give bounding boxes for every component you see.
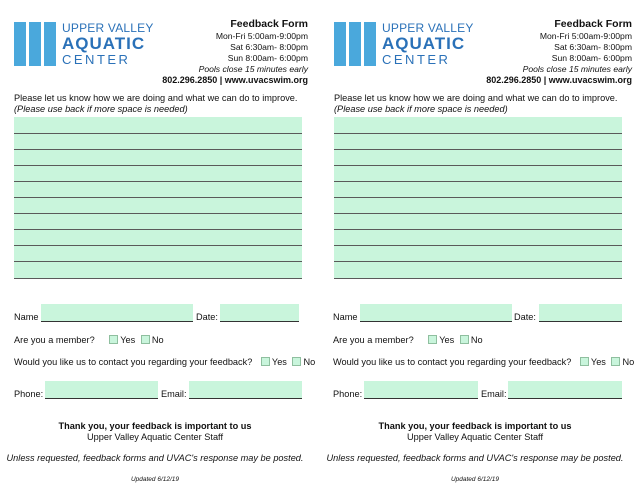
contact-yes-checkbox[interactable] xyxy=(261,357,270,366)
writing-line xyxy=(14,213,302,214)
thanks-block xyxy=(0,421,310,443)
contact-question-text: Would you like us to contact you regarding your feedback? xyxy=(333,357,572,367)
hours-weekday: Mon-Fri 5:00am-9:00pm xyxy=(539,31,632,41)
intro-line: Please let us know how we are doing and what we can do to improve. xyxy=(334,93,618,103)
contact-no-checkbox[interactable] xyxy=(292,357,301,366)
member-question xyxy=(333,335,483,345)
date-field[interactable] xyxy=(220,304,299,322)
member-yes-checkbox[interactable] xyxy=(428,335,437,344)
contact-info: 802.296.2850 | www.uvacswim.org xyxy=(162,75,308,85)
hours-weekday: Mon-Fri 5:00am-9:00pm xyxy=(215,31,308,41)
writing-line xyxy=(14,245,302,246)
member-yes-checkbox[interactable] xyxy=(109,335,118,344)
member-question xyxy=(14,335,164,345)
logo-line-upper-valley: UPPER VALLEY xyxy=(62,21,154,35)
member-no-label: No xyxy=(151,335,164,345)
date-label: Date: xyxy=(196,312,218,322)
updated-date: Updated 6/12/19 xyxy=(450,476,500,483)
name-field[interactable] xyxy=(41,304,193,322)
member-yes-label: Yes xyxy=(439,335,455,345)
logo-line-center: CENTER xyxy=(62,52,131,67)
posted-notice: Unless requested, feedback forms and UVAC's response may be posted. xyxy=(326,453,624,463)
writing-line xyxy=(334,181,622,182)
writing-line xyxy=(334,213,622,214)
writing-line xyxy=(334,278,622,279)
feedback-lines-area[interactable] xyxy=(334,117,622,279)
intro-note: (Please use back if more space is needed) xyxy=(14,104,188,114)
logo-bars-icon xyxy=(334,22,378,66)
logo-line-aquatic: AQUATIC xyxy=(382,34,466,53)
logo-bar xyxy=(14,22,26,66)
uvac-logo xyxy=(334,21,474,67)
intro-line: Please let us know how we are doing and what we can do to improve. xyxy=(14,93,298,103)
contact-question xyxy=(14,357,315,367)
feedback-lines-area[interactable] xyxy=(14,117,302,279)
writing-line xyxy=(334,197,622,198)
member-question-text: Are you a member? xyxy=(333,335,414,345)
header-info xyxy=(162,18,308,86)
phone-label: Phone: xyxy=(333,389,363,399)
intro-text xyxy=(334,93,617,115)
writing-line xyxy=(334,165,622,166)
writing-line xyxy=(14,197,302,198)
contact-yes-label: Yes xyxy=(590,357,606,367)
writing-line xyxy=(14,229,302,230)
writing-line xyxy=(334,229,622,230)
phone-field[interactable] xyxy=(45,381,158,399)
date-label: Date: xyxy=(514,312,536,322)
thanks-text: Thank you, your feedback is important to us xyxy=(58,421,252,431)
name-field[interactable] xyxy=(360,304,512,322)
contact-info: 802.296.2850 | www.uvacswim.org xyxy=(486,75,632,85)
member-question-text: Are you a member? xyxy=(14,335,95,345)
feedback-form-right xyxy=(320,0,640,495)
email-label: Email: xyxy=(161,389,187,399)
member-yes-label: Yes xyxy=(120,335,136,345)
contact-yes-label: Yes xyxy=(271,357,287,367)
uvac-logo xyxy=(14,21,154,67)
thanks-block xyxy=(320,421,630,443)
member-no-checkbox[interactable] xyxy=(460,335,469,344)
logo-bar xyxy=(29,22,41,66)
logo-bar xyxy=(44,22,56,66)
email-label: Email: xyxy=(481,389,507,399)
writing-line xyxy=(14,165,302,166)
writing-line xyxy=(14,278,302,279)
form-title: Feedback Form xyxy=(554,18,632,30)
updated-date: Updated 6/12/19 xyxy=(130,476,180,483)
phone-label: Phone: xyxy=(14,389,44,399)
writing-line xyxy=(14,133,302,134)
contact-no-label: No xyxy=(303,357,316,367)
pools-close-note: Pools close 15 minutes early xyxy=(198,64,308,74)
contact-question xyxy=(333,357,634,367)
form-title: Feedback Form xyxy=(230,18,308,30)
contact-yes-checkbox[interactable] xyxy=(580,357,589,366)
logo-line-upper-valley: UPPER VALLEY xyxy=(382,21,474,35)
member-no-label: No xyxy=(470,335,483,345)
phone-field[interactable] xyxy=(364,381,478,399)
logo-bar xyxy=(364,22,376,66)
email-field[interactable] xyxy=(189,381,302,399)
hours-sunday: Sun 8:00am- 6:00pm xyxy=(227,53,308,63)
name-label: Name xyxy=(14,312,39,322)
pools-close-note: Pools close 15 minutes early xyxy=(522,64,632,74)
member-no-checkbox[interactable] xyxy=(141,335,150,344)
logo-bar xyxy=(349,22,361,66)
intro-text xyxy=(14,93,297,115)
logo-line-aquatic: AQUATIC xyxy=(62,34,146,53)
hours-saturday: Sat 6:30am- 8:00pm xyxy=(554,42,632,52)
header-info xyxy=(486,18,632,86)
writing-line xyxy=(334,245,622,246)
logo-bar xyxy=(334,22,346,66)
contact-no-label: No xyxy=(622,357,635,367)
intro-note: (Please use back if more space is needed) xyxy=(334,104,508,114)
writing-line xyxy=(14,181,302,182)
logo-line-center: CENTER xyxy=(382,52,451,67)
posted-notice: Unless requested, feedback forms and UVAC's response may be posted. xyxy=(6,453,304,463)
logo-bars-icon xyxy=(14,22,58,66)
writing-line xyxy=(334,261,622,262)
writing-line xyxy=(334,149,622,150)
writing-line xyxy=(14,149,302,150)
name-label: Name xyxy=(333,312,358,322)
contact-no-checkbox[interactable] xyxy=(611,357,620,366)
staff-signoff: Upper Valley Aquatic Center Staff xyxy=(406,432,544,442)
hours-sunday: Sun 8:00am- 6:00pm xyxy=(551,53,632,63)
contact-question-text: Would you like us to contact you regarding your feedback? xyxy=(14,357,253,367)
hours-saturday: Sat 6:30am- 8:00pm xyxy=(230,42,308,52)
writing-line xyxy=(334,133,622,134)
staff-signoff: Upper Valley Aquatic Center Staff xyxy=(86,432,224,442)
email-field[interactable] xyxy=(508,381,622,399)
writing-line xyxy=(14,261,302,262)
thanks-text: Thank you, your feedback is important to us xyxy=(378,421,572,431)
date-field[interactable] xyxy=(539,304,622,322)
